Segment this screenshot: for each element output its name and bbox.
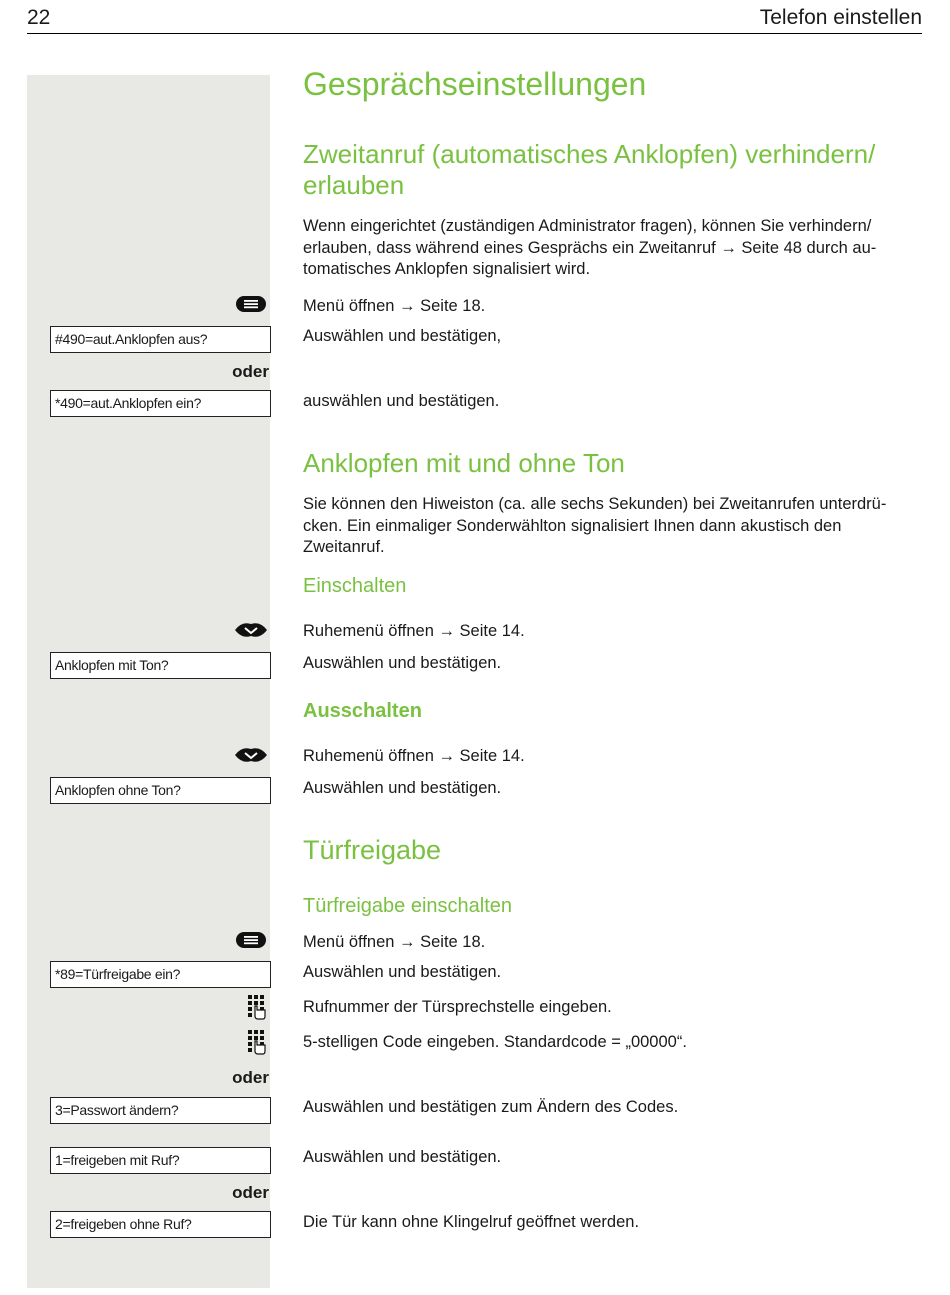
subsection-title-zweitanruf — [303, 139, 903, 201]
display-option-freigeben-mit-ruf[interactable]: 1=freigeben mit Ruf? — [50, 1147, 271, 1174]
step-ruhemenue: Ruhemenü öffnen → Seite 14. — [303, 622, 525, 640]
intro-line: Sie können den Hiweiston (ca. alle sechs Sekunden) bei Zweitanrufen unterdrü- — [303, 495, 887, 513]
intro-line: erlauben, dass während eines Gesprächs ein Zweitanruf → Seite 48 durch au- — [303, 238, 877, 257]
anklopfen-intro — [303, 494, 923, 559]
navigator-key-icon — [234, 621, 268, 639]
step-auswaehlen: Auswählen und bestätigen, — [303, 327, 502, 345]
heading-ausschalten: Ausschalten — [303, 700, 422, 722]
title-line: Zweitanruf (automatisches Anklopfen) verhindern/ — [303, 139, 876, 169]
display-option-anklopfen-aus[interactable]: #490=aut.Anklopfen aus? — [50, 326, 271, 353]
step-auswaehlen: Auswählen und bestätigen. — [303, 963, 502, 981]
keypad-icon — [247, 1029, 267, 1055]
step-auswaehlen-code-aendern: Auswählen und bestätigen zum Ändern des Codes. — [303, 1098, 679, 1116]
header-rule — [27, 33, 922, 34]
step-auswaehlen: Auswählen und bestätigen. — [303, 1148, 502, 1166]
display-option-anklopfen-ohne-ton[interactable]: Anklopfen ohne Ton? — [50, 777, 271, 804]
zweitanruf-intro — [303, 216, 923, 281]
intro-line: tomatisches Anklopfen signalisiert wird. — [303, 260, 591, 278]
step-auswaehlen: auswählen und bestätigen. — [303, 392, 500, 410]
display-option-freigeben-ohne-ruf[interactable]: 2=freigeben ohne Ruf? — [50, 1211, 271, 1238]
oder-label: oder — [232, 1068, 269, 1087]
running-header-title: Telefon einstellen — [759, 6, 922, 29]
display-option-anklopfen-mit-ton[interactable]: Anklopfen mit Ton? — [50, 652, 271, 679]
intro-line: Wenn eingerichtet (zuständigen Administrator fragen), können Sie verhindern/ — [303, 217, 872, 235]
step-ruhemenue: Ruhemenü öffnen → Seite 14. — [303, 747, 525, 765]
menu-key-icon — [235, 931, 267, 949]
step-auswaehlen: Auswählen und bestätigen. — [303, 779, 502, 797]
intro-line: Zweitanruf. — [303, 538, 385, 556]
keypad-icon — [247, 994, 267, 1020]
page-number: 22 — [27, 6, 51, 29]
intro-line: cken. Ein einmaliger Sonderwählton signalisiert Ihnen dann akustisch den — [303, 516, 842, 535]
step-menu-oeffnen: Menü öffnen → Seite 18. — [303, 297, 486, 315]
display-option-passwort-aendern[interactable]: 3=Passwort ändern? — [50, 1097, 271, 1124]
heading-einschalten: Einschalten — [303, 575, 407, 597]
navigator-key-icon — [234, 746, 268, 764]
oder-label: oder — [232, 362, 269, 381]
oder-label: oder — [232, 1183, 269, 1202]
step-code-eingeben: 5-stelligen Code eingeben. Standardcode = „00000“. — [303, 1033, 687, 1051]
section-title-tuerfreigabe: Türfreigabe — [303, 835, 442, 865]
section-title-gespraechseinstellungen: Gesprächseinstellungen — [303, 66, 647, 102]
display-option-anklopfen-ein[interactable]: *490=aut.Anklopfen ein? — [50, 390, 271, 417]
subsection-title-anklopfen-ton: Anklopfen mit und ohne Ton — [303, 448, 625, 478]
step-tuer-ohne-klingelruf: Die Tür kann ohne Klingelruf geöffnet werden. — [303, 1213, 640, 1231]
step-menu-oeffnen: Menü öffnen → Seite 18. — [303, 933, 486, 951]
heading-tuerfreigabe-einschalten: Türfreigabe einschalten — [303, 895, 513, 917]
step-rufnummer-eingeben: Rufnummer der Türsprechstelle eingeben. — [303, 998, 612, 1016]
display-option-tuerfreigabe-ein[interactable]: *89=Türfreigabe ein? — [50, 961, 271, 988]
menu-key-icon — [235, 295, 267, 313]
title-line: erlauben — [303, 170, 405, 200]
step-auswaehlen: Auswählen und bestätigen. — [303, 654, 502, 672]
